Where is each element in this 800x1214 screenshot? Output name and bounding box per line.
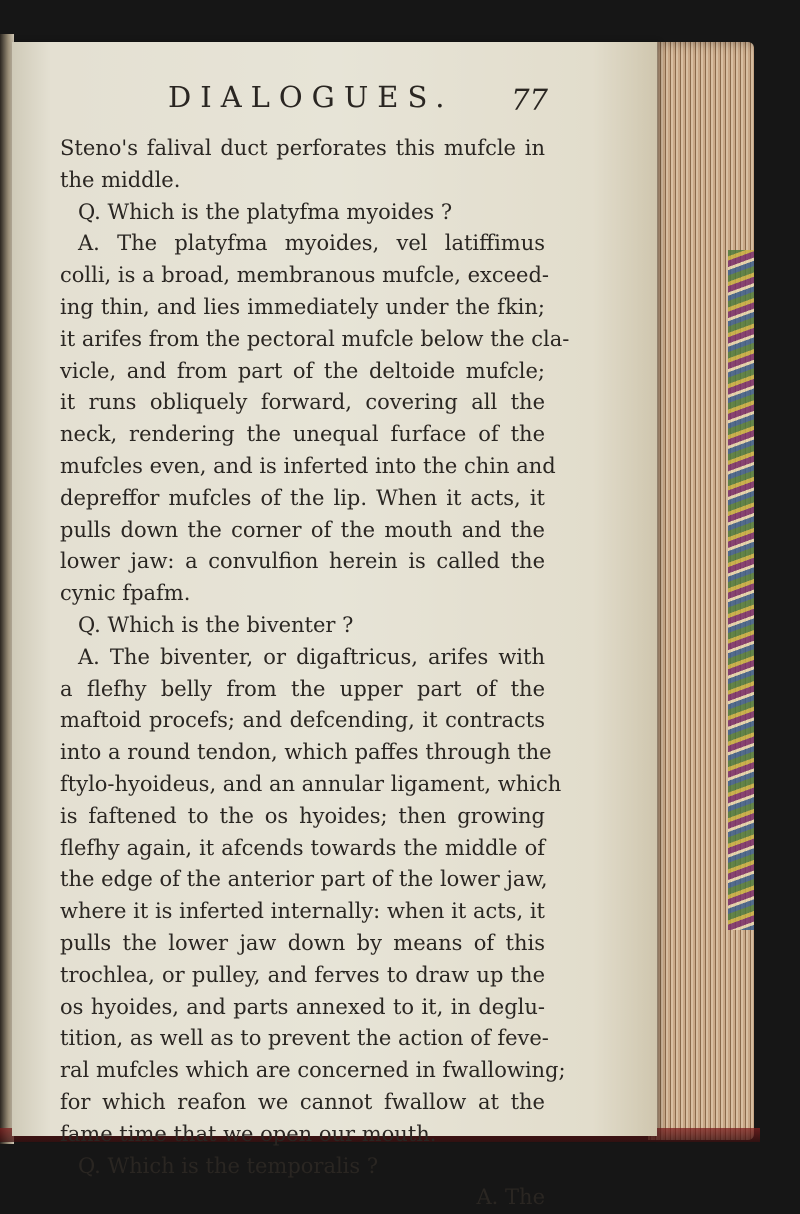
text-line: into a round tendon, which paffes through the <box>60 740 552 765</box>
text-line: lower jaw: a convulfion herein is called the <box>60 549 545 574</box>
page-number: 77 <box>511 83 548 117</box>
marbled-edge <box>728 250 754 930</box>
text-line: fame time that we open our mouth. <box>60 1121 437 1146</box>
text-line: trochlea, or pulley, and ferves to draw up the <box>60 962 545 987</box>
text-line: the edge of the anterior part of the lower jaw, <box>60 867 548 892</box>
text-line: tition, as well as to prevent the action of feve- <box>60 1026 549 1051</box>
text-line: the middle. <box>60 167 181 192</box>
catchword: A. The <box>476 1185 545 1210</box>
text-line: pulls the lower jaw down by means of this <box>60 930 545 955</box>
answer-line: A. The biventer, or digaftricus, arifes with <box>78 644 545 669</box>
text-line: it runs obliquely forward, covering all the <box>60 390 545 415</box>
text-line: for which reafon we cannot fwallow at the <box>60 1089 545 1114</box>
text-line: a flefhy belly from the upper part of the <box>60 676 545 701</box>
text-line: colli, is a broad, membranous mufcle, exceed- <box>60 263 549 288</box>
text-line: depreffor mufcles of the lip. When it acts, it <box>60 485 545 510</box>
answer-line: A. The platyfma myoides, vel latiffimus <box>78 231 545 256</box>
text-line: neck, rendering the unequal furface of the <box>60 422 545 447</box>
text-line: ftylo-hyoideus, and an annular ligament, which <box>60 771 562 796</box>
text-line: Steno's falival duct perforates this mufcle in <box>60 136 545 160</box>
text-line: flefhy again, it afcends towards the middle of <box>60 835 545 860</box>
text-line: it arifes from the pectoral mufcle below the cla- <box>60 326 570 351</box>
text-line: ing thin, and lies immediately under the fkin; <box>60 294 545 319</box>
running-head: DIALOGUES. <box>168 80 454 114</box>
text-line: pulls down the corner of the mouth and the <box>60 517 545 542</box>
text-line: where it is inferted internally: when it acts, it <box>60 899 545 924</box>
question-line: Q. Which is the temporalis ? <box>78 1153 379 1178</box>
page-header <box>168 80 548 124</box>
question-line: Q. Which is the platyfma myoides ? <box>78 199 453 224</box>
text-line: mufcles even, and is inferted into the chin and <box>60 453 556 478</box>
text-line: ral mufcles which are concerned in fwallowing; <box>60 1058 566 1083</box>
body-text <box>60 133 570 1214</box>
text-line: maftoid procefs; and defcending, it contracts <box>60 708 545 733</box>
question-line: Q. Which is the biventer ? <box>78 612 354 637</box>
text-line: vicle, and from part of the deltoide mufcle; <box>60 358 545 383</box>
text-line: is faftened to the os hyoides; then growing <box>60 803 545 828</box>
text-line: os hyoides, and parts annexed to it, in deglu- <box>60 994 545 1019</box>
text-line: cynic fpafm. <box>60 581 191 606</box>
